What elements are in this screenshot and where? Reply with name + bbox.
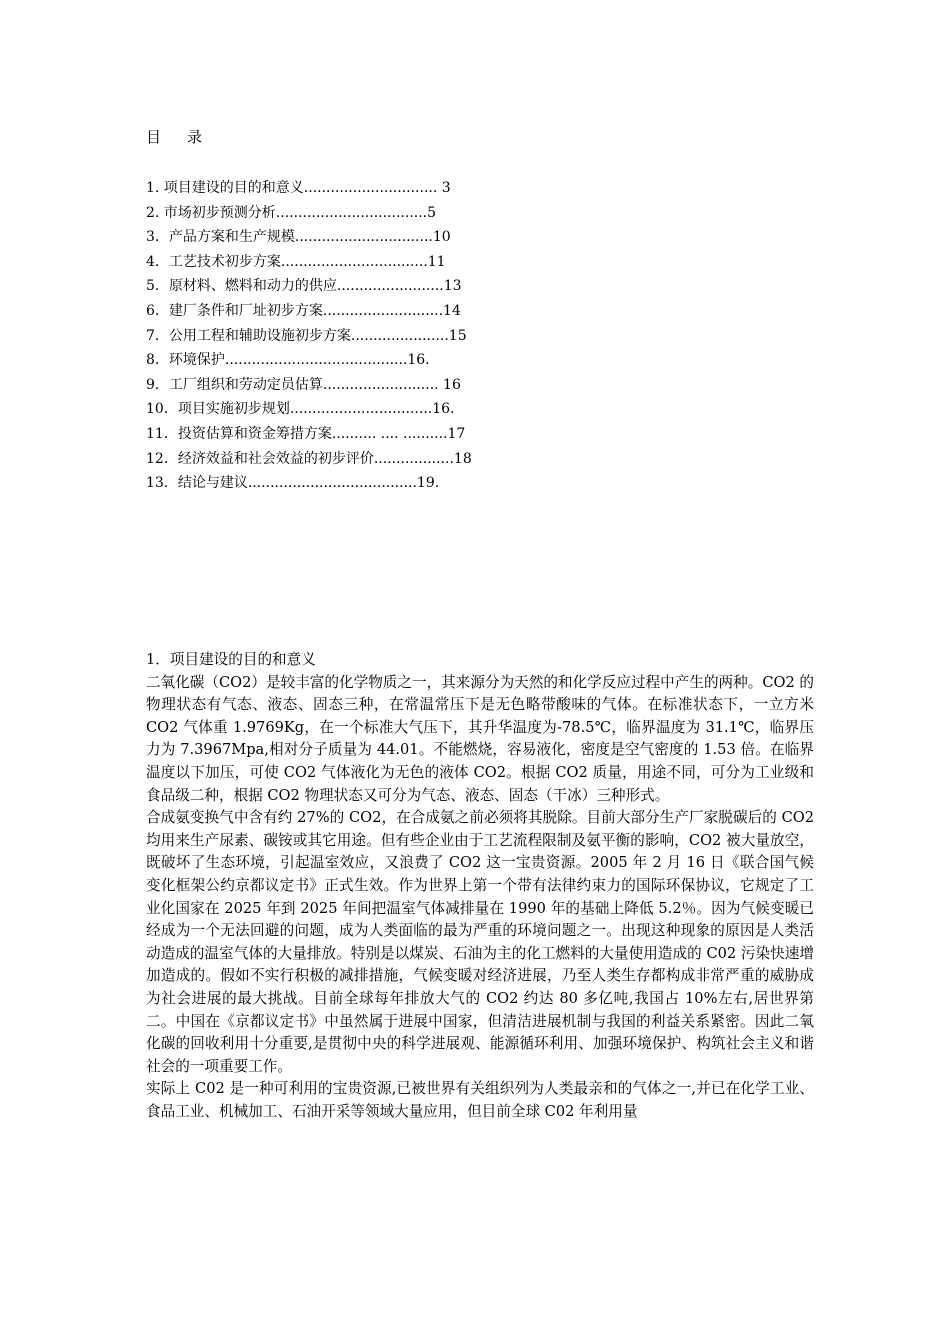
body-paragraph: 二氧化碳（CO2）是较丰富的化学物质之一，其来源分为天然的和化学反应过程中产生的两种。CO2 的物理状态有气态、液态、固态三种，在常温常压下是无色略带酸味的气体。在标准状态下，一立方米 CO2 气体重 1.9769Kg，在一个标准大气压下，其升华温度为-78.5℃，临界温度为 31.1℃，临界压力为 7.3967Mpa,相对分子质量为 44.01。不能燃烧，容易液化，密度是空气密度的 1.53 倍。在临界温度以下加压，可使 CO2 气体液化为无色的液体 CO2。根据 CO2 质量，用途不同，可分为工业级和食品级二种，根据 CO2 物理状态又可分为气态、液态、固态（干冰）三种形式。 — [146, 673, 814, 804]
toc-entry: 4．工艺技术初步方案.................................11 — [146, 253, 446, 270]
toc-title — [146, 126, 228, 147]
body-paragraph: 合成氨变换气中含有约 27%的 CO2，在合成氨之前必须将其脱除。目前大部分生产厂家脱碳后的 CO2 均用来生产尿素、碳铵或其它用途。但有些企业由于工艺流程限制及氨平衡的影响，CO2 被大量放空，既破坏了生态环境，引起温室效应，又浪费了 CO2 这一宝贵资源。2005 年 2 月 16 日《联合国气候变化框架公约京都议定书》正式生效。作为世界上第一个带有法律约束力的国际环保协议，它规定了工业化国家在 2025 年到 2025 年间把温室气体减排量在 1990 年的基础上降低 5.2％。因为气候变暖已经成为一个无法回避的问题，成为人类面临的最为严重的环境问题之一。出现这种现象的原因是人类活动造成的温室气体的大量排放。特别是以煤炭、石油为主的化工燃料的大量使用造成的 C02 污染快速增加造成的。假如不实行积极的减排措施，气候变暖对经济进展，乃至人类生存都构成非常严重的威胁成为社会进展的最大挑战。目前全球每年排放大气的 CO2 约达 80 多亿吨,我国占 10%左右,居世界第二。中国在《京都议定书》中虽然属于进展中国家，但清洁进展机制与我国的利益关系紧密。因此二氧化碳的回收利用十分重要,是贯彻中央的科学进展观、能源循环利用、加强环境保护、构筑社会主义和谐社会的一项重要工作。 — [146, 809, 814, 1075]
toc-entry: 11．投资估算和资金筹措方案.......... .... ..........17 — [146, 425, 466, 442]
toc-entry: 5．原材料、燃料和动力的供应........................13 — [146, 278, 462, 295]
toc-title-char: 录 — [187, 128, 203, 146]
section-1 — [146, 649, 814, 1123]
toc-entry: 6．建厂条件和厂址初步方案...........................14 — [146, 302, 461, 319]
toc-entry: 3．产品方案和生产规模...............................10 — [146, 229, 451, 246]
toc-entry: 1. 项目建设的目的和意义.............................. 3 — [146, 180, 451, 196]
toc-entry: 13．结论与建议......................................19. — [146, 475, 440, 492]
section-heading: 1．项目建设的目的和意义 — [146, 651, 316, 668]
toc-entry: 12．经济效益和社会效益的初步评价..................18 — [146, 450, 472, 467]
toc-entry: 2. 市场初步预测分析..................................5 — [146, 204, 437, 221]
toc-entry: 10．项目实施初步规划................................16. — [146, 401, 455, 418]
body-paragraph: 实际上 C02 是一种可利用的宝贵资源,已被世界有关组织列为人类最亲和的气体之一,并已在化学工业、食品工业、机械加工、石油开采等领域大量应用，但目前全球 C02 年利用量 — [146, 1080, 814, 1120]
toc-entry: 9．工厂组织和劳动定员估算.......................... 16 — [146, 376, 461, 393]
toc-entry: 8．环境保护.........................................16. — [146, 352, 430, 369]
toc-title-char: 目 — [146, 128, 162, 146]
toc-entry: 7．公用工程和辅助设施初步方案......................15 — [146, 327, 467, 344]
table-of-contents — [146, 176, 472, 496]
